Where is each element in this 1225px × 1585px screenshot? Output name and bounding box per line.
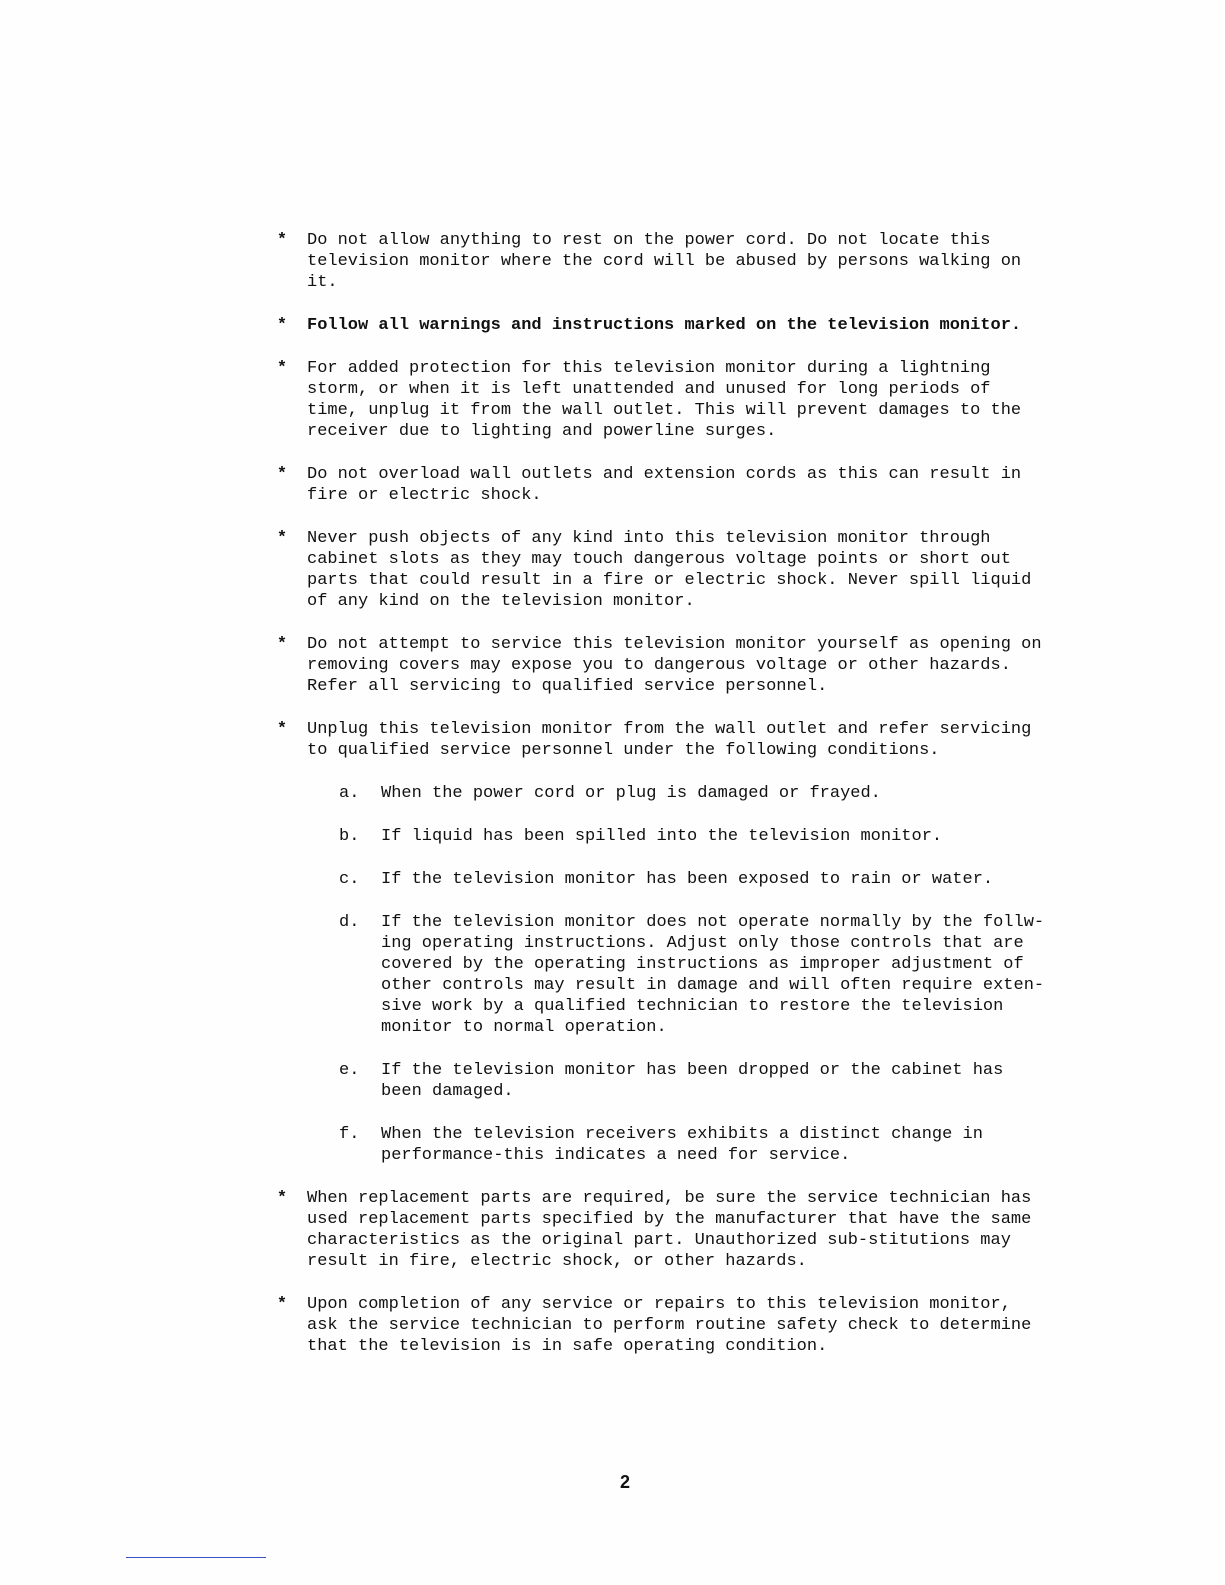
list-item-text: Unplug this television monitor from the wall outlet and refer servicing to qualified service personnel under the following conditions. bbox=[307, 720, 1032, 760]
sub-item-letter: f. bbox=[339, 1125, 360, 1144]
footer-divider bbox=[126, 1557, 266, 1558]
list-item bbox=[275, 464, 1045, 506]
list-item-text: Do not allow anything to rest on the power cord. Do not locate this television monitor where the cord will be abused by persons walking on it. bbox=[307, 231, 1022, 292]
sub-item-text: If liquid has been spilled into the television monitor. bbox=[381, 827, 943, 846]
sub-item-letter: d. bbox=[339, 913, 360, 932]
sub-list-item bbox=[339, 783, 1045, 804]
sub-item-text: When the power cord or plug is damaged or frayed. bbox=[381, 784, 881, 803]
bullet-star: * bbox=[276, 316, 288, 335]
bullet-star: * bbox=[276, 359, 288, 378]
bullet-star: * bbox=[276, 1189, 288, 1208]
list-item-text: For added protection for this television monitor during a lightning storm, or when it is left unattended and unused for long periods of time, unplug it from the wall outlet. This will prevent damages to the receiver due to lighting and powerline surges. bbox=[307, 359, 1022, 441]
bullet-star: * bbox=[276, 720, 288, 739]
sub-item-letter: b. bbox=[339, 827, 360, 846]
list-item bbox=[275, 528, 1045, 612]
bullet-star: * bbox=[276, 529, 288, 548]
sub-item-text: If the television monitor has been dropped or the cabinet has been damaged. bbox=[381, 1061, 1004, 1101]
list-item bbox=[275, 1188, 1045, 1272]
bullet-star: * bbox=[276, 1295, 288, 1314]
list-item bbox=[275, 1294, 1045, 1357]
sub-item-text: If the television monitor does not operate normally by the follw-ing operating instructions. Adjust only those controls that are covered by the operating instructions as improper adjustment of other controls may result in damage and will often require exten-sive work by a qualified technician to restore the television monitor to normal operation. bbox=[381, 913, 1045, 1037]
sub-list-item bbox=[339, 912, 1045, 1038]
sub-list-item bbox=[339, 1060, 1045, 1102]
bullet-star: * bbox=[276, 465, 288, 484]
list-item-text: Never push objects of any kind into this television monitor through cabinet slots as they may touch dangerous voltage points or short out parts that could result in a fire or electric shock. Never spill liquid of any kind on the television monitor. bbox=[307, 529, 1032, 611]
sub-item-letter: e. bbox=[339, 1061, 360, 1080]
bullet-star: * bbox=[276, 635, 288, 654]
list-item-text: When replacement parts are required, be sure the service technician has used replacement parts specified by the manufacturer that have the same characteristics as the original part. Unauthorized sub-stitutions may result in fire, electric shock, or other hazards. bbox=[307, 1189, 1032, 1271]
sub-list-item bbox=[339, 869, 1045, 890]
bullet-star: * bbox=[276, 231, 288, 250]
conditions-list bbox=[339, 783, 1045, 1166]
sub-list-item bbox=[339, 1124, 1045, 1166]
list-item-text: Follow all warnings and instructions marked on the television monitor. bbox=[307, 316, 1022, 335]
list-item bbox=[275, 719, 1045, 1166]
page-number: 2 bbox=[619, 1472, 630, 1492]
list-item-text: Do not attempt to service this television monitor yourself as opening on removing covers may expose you to dangerous voltage or other hazards. Refer all servicing to qualified service personnel. bbox=[307, 635, 1042, 696]
sub-item-letter: a. bbox=[339, 784, 360, 803]
sub-item-text: If the television monitor has been exposed to rain or water. bbox=[381, 870, 994, 889]
list-item-text: Do not overload wall outlets and extension cords as this can result in fire or electric shock. bbox=[307, 465, 1022, 505]
list-item-text: Upon completion of any service or repairs to this television monitor, ask the service technician to perform routine safety check to determine that the television is in safe operating condition. bbox=[307, 1295, 1032, 1356]
list-item bbox=[275, 358, 1045, 442]
list-item bbox=[275, 634, 1045, 697]
list-item bbox=[275, 230, 1045, 293]
sub-item-letter: c. bbox=[339, 870, 360, 889]
safety-instructions bbox=[275, 230, 1045, 1379]
sub-item-text: When the television receivers exhibits a distinct change in performance-this indicates a need for service. bbox=[381, 1125, 983, 1165]
sub-list-item bbox=[339, 826, 1045, 847]
list-item bbox=[275, 315, 1045, 336]
